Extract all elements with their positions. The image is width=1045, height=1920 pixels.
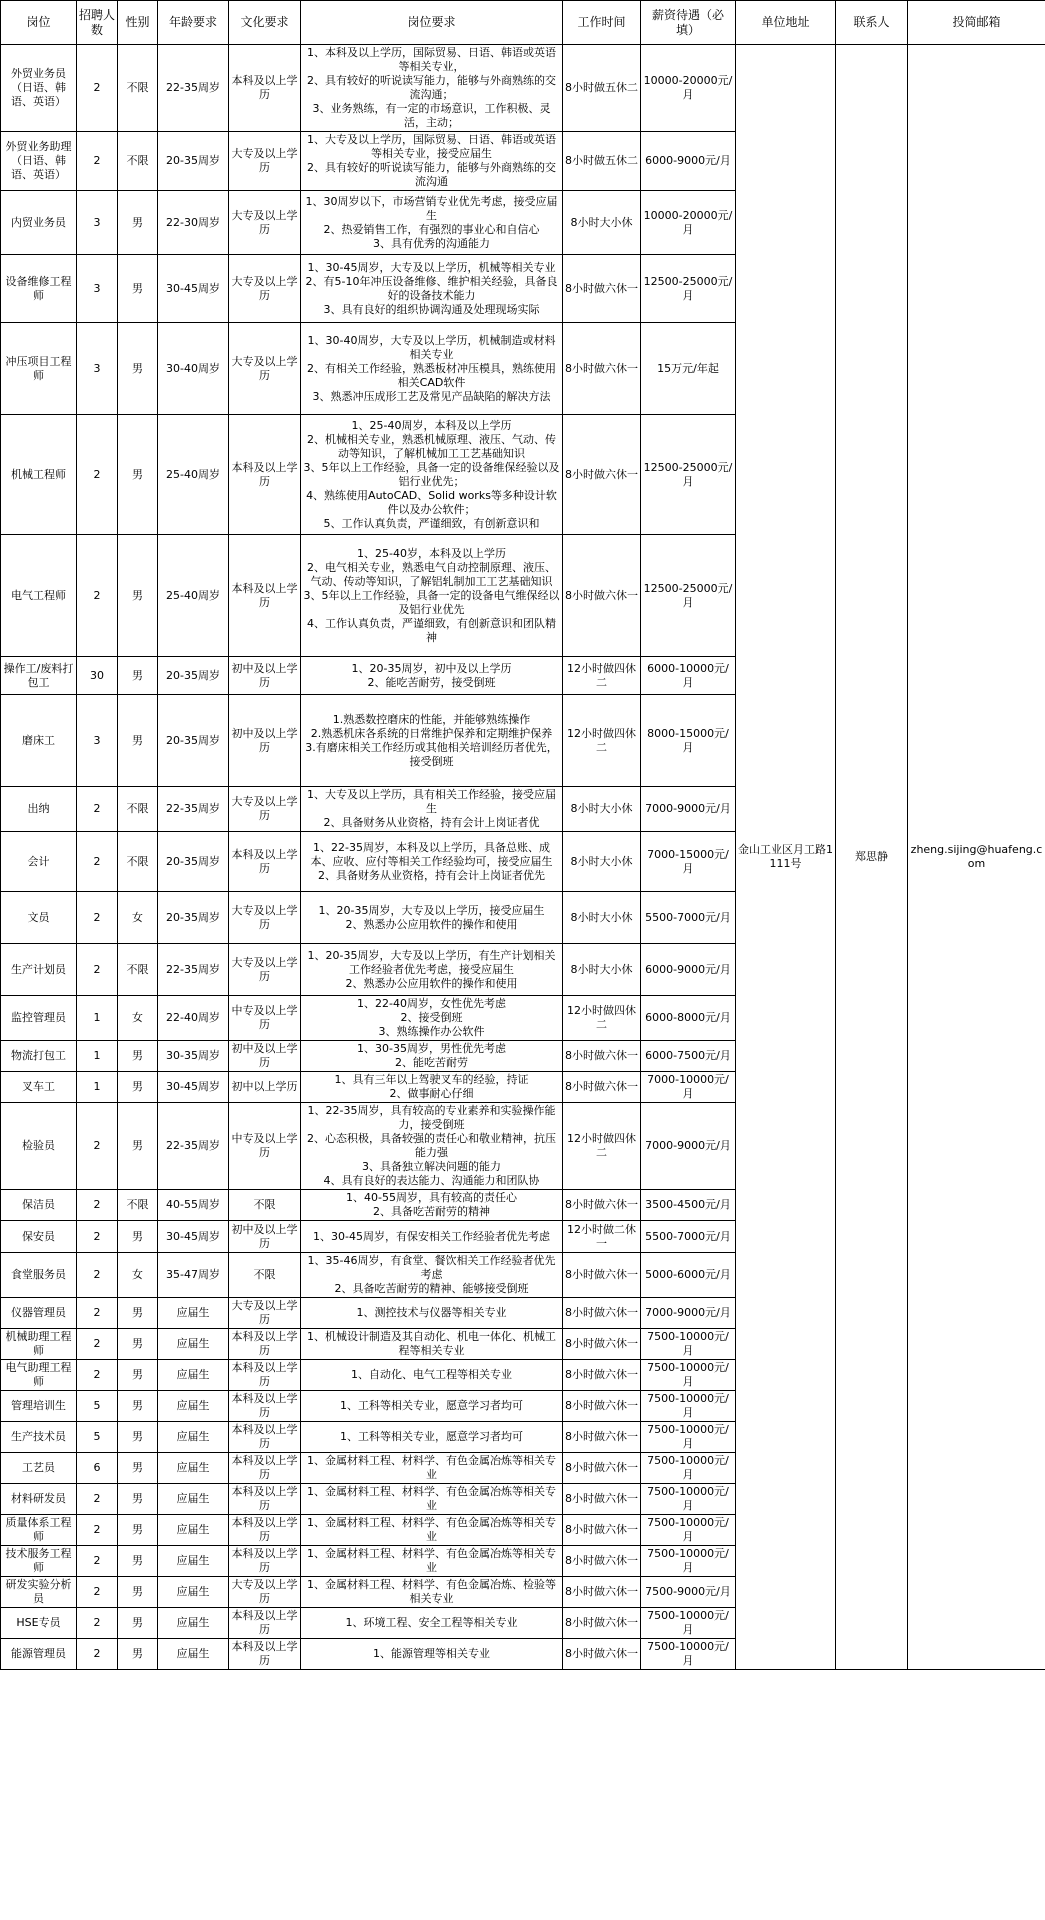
job-requirements: 1、25-40周岁，本科及以上学历 2、机械相关专业，熟悉机械原理、液压、气动、传动等知识，了解机械加工工艺基础知识 3、5年以上工作经验，具备一定的设备维保经验以及铝行业优先； 4、熟练使用AutoCAD、Solid works等多种设计软件以及办公软件； 5、工作认真负责，严谨细致，有创新意识和 (301, 415, 563, 535)
job-title: 机械工程师 (1, 415, 77, 535)
gender: 男 (118, 1221, 158, 1253)
headcount: 2 (77, 1608, 118, 1639)
age-requirement: 应届生 (158, 1298, 229, 1329)
work-hours: 8小时做六休一 (563, 415, 641, 535)
job-title: 冲压项目工程师 (1, 323, 77, 415)
job-requirements: 1、测控技术与仪器等相关专业 (301, 1298, 563, 1329)
salary: 6000-8000元/月 (641, 996, 736, 1041)
salary: 6000-7500元/月 (641, 1041, 736, 1072)
gender: 男 (118, 695, 158, 787)
headcount: 3 (77, 191, 118, 255)
gender: 不限 (118, 132, 158, 191)
headcount: 30 (77, 657, 118, 695)
gender: 男 (118, 1546, 158, 1577)
header-requirements: 岗位要求 (301, 1, 563, 45)
salary: 10000-20000元/月 (641, 191, 736, 255)
education-requirement: 本科及以上学历 (229, 1453, 301, 1484)
job-requirements: 1、自动化、电气工程等相关专业 (301, 1360, 563, 1391)
salary: 7500-10000元/月 (641, 1515, 736, 1546)
work-hours: 8小时大小休 (563, 832, 641, 892)
work-hours: 8小时做六休一 (563, 1360, 641, 1391)
headcount: 2 (77, 1484, 118, 1515)
gender: 男 (118, 1360, 158, 1391)
header-address: 单位地址 (736, 1, 836, 45)
education-requirement: 大专及以上学历 (229, 787, 301, 832)
age-requirement: 20-35周岁 (158, 832, 229, 892)
headcount: 1 (77, 996, 118, 1041)
age-requirement: 应届生 (158, 1546, 229, 1577)
job-requirements: 1、大专及以上学历，具有相关工作经验，接受应届生 2、具备财务从业资格，持有会计上岗证者优 (301, 787, 563, 832)
education-requirement: 本科及以上学历 (229, 1546, 301, 1577)
education-requirement: 初中及以上学历 (229, 695, 301, 787)
age-requirement: 应届生 (158, 1608, 229, 1639)
salary: 7000-10000元/月 (641, 1072, 736, 1103)
age-requirement: 应届生 (158, 1391, 229, 1422)
education-requirement: 本科及以上学历 (229, 1515, 301, 1546)
headcount: 2 (77, 535, 118, 657)
age-requirement: 22-35周岁 (158, 45, 229, 132)
salary: 7500-9000元/月 (641, 1577, 736, 1608)
gender: 不限 (118, 1190, 158, 1221)
work-hours: 8小时做六休一 (563, 1515, 641, 1546)
gender: 女 (118, 892, 158, 944)
education-requirement: 本科及以上学历 (229, 1422, 301, 1453)
work-hours: 8小时做六休一 (563, 1484, 641, 1515)
headcount: 2 (77, 944, 118, 996)
age-requirement: 30-40周岁 (158, 323, 229, 415)
salary: 6000-10000元/月 (641, 657, 736, 695)
salary: 7000-15000元/月 (641, 832, 736, 892)
gender: 男 (118, 1103, 158, 1190)
job-requirements: 1、20-35周岁，大专及以上学历，接受应届生 2、熟悉办公应用软件的操作和使用 (301, 892, 563, 944)
job-title: 材料研发员 (1, 1484, 77, 1515)
age-requirement: 30-45周岁 (158, 1072, 229, 1103)
age-requirement: 应届生 (158, 1329, 229, 1360)
education-requirement: 大专及以上学历 (229, 1298, 301, 1329)
work-hours: 8小时做六休一 (563, 1072, 641, 1103)
salary: 7500-10000元/月 (641, 1329, 736, 1360)
job-requirements: 1、30-35周岁，男性优先考虑 2、能吃苦耐劳 (301, 1041, 563, 1072)
work-hours: 8小时做五休二 (563, 45, 641, 132)
job-title: 内贸业务员 (1, 191, 77, 255)
headcount: 2 (77, 787, 118, 832)
contact-person: 郑思静 (836, 45, 908, 1670)
education-requirement: 大专及以上学历 (229, 1577, 301, 1608)
job-requirements: 1、22-40周岁，女性优先考虑 2、接受倒班 3、熟练操作办公软件 (301, 996, 563, 1041)
age-requirement: 30-45周岁 (158, 1221, 229, 1253)
work-hours: 8小时大小休 (563, 892, 641, 944)
salary: 12500-25000元/月 (641, 255, 736, 323)
salary: 12500-25000元/月 (641, 535, 736, 657)
age-requirement: 40-55周岁 (158, 1190, 229, 1221)
salary: 7500-10000元/月 (641, 1360, 736, 1391)
headcount: 5 (77, 1391, 118, 1422)
work-hours: 8小时做六休一 (563, 323, 641, 415)
work-hours: 8小时做六休一 (563, 1041, 641, 1072)
salary: 7000-9000元/月 (641, 1103, 736, 1190)
headcount: 2 (77, 1221, 118, 1253)
headcount: 2 (77, 892, 118, 944)
salary: 5500-7000元/月 (641, 892, 736, 944)
job-title: 能源管理员 (1, 1639, 77, 1670)
job-requirements: 1、20-35周岁，初中及以上学历 2、能吃苦耐劳，接受倒班 (301, 657, 563, 695)
job-title: 监控管理员 (1, 996, 77, 1041)
gender: 男 (118, 1422, 158, 1453)
job-title: 仪器管理员 (1, 1298, 77, 1329)
gender: 男 (118, 1639, 158, 1670)
headcount: 2 (77, 1360, 118, 1391)
education-requirement: 本科及以上学历 (229, 1329, 301, 1360)
gender: 女 (118, 1253, 158, 1298)
age-requirement: 30-45周岁 (158, 255, 229, 323)
education-requirement: 大专及以上学历 (229, 132, 301, 191)
salary: 7500-10000元/月 (641, 1546, 736, 1577)
education-requirement: 大专及以上学历 (229, 191, 301, 255)
job-title: 文员 (1, 892, 77, 944)
age-requirement: 应届生 (158, 1360, 229, 1391)
age-requirement: 应届生 (158, 1577, 229, 1608)
education-requirement: 不限 (229, 1253, 301, 1298)
headcount: 2 (77, 1298, 118, 1329)
work-hours: 12小时做四休二 (563, 1103, 641, 1190)
job-requirements: 1、25-40岁，本科及以上学历 2、电气相关专业，熟悉电气自动控制原理、液压、气动、传动等知识，了解铝轧制加工工艺基础知识 3、5年以上工作经验，具备一定的设备电气维保经以及铝行业优先 4、工作认真负责，严谨细致，有创新意识和团队精神 (301, 535, 563, 657)
job-requirements: 1、30-40周岁，大专及以上学历，机械制造或材料相关专业 2、有相关工作经验，熟悉板材冲压模具，熟练使用相关CAD软件 3、熟悉冲压成形工艺及常见产品缺陷的解决方法 (301, 323, 563, 415)
education-requirement: 本科及以上学历 (229, 1360, 301, 1391)
age-requirement: 20-35周岁 (158, 892, 229, 944)
gender: 男 (118, 415, 158, 535)
headcount: 3 (77, 255, 118, 323)
education-requirement: 本科及以上学历 (229, 535, 301, 657)
job-title: 研发实验分析员 (1, 1577, 77, 1608)
salary: 7000-9000元/月 (641, 1298, 736, 1329)
education-requirement: 中专及以上学历 (229, 996, 301, 1041)
work-hours: 8小时做六休一 (563, 1608, 641, 1639)
work-hours: 12小时做四休二 (563, 996, 641, 1041)
job-title: 技术服务工程师 (1, 1546, 77, 1577)
salary: 10000-20000元/月 (641, 45, 736, 132)
work-hours: 12小时做二休一 (563, 1221, 641, 1253)
education-requirement: 本科及以上学历 (229, 415, 301, 535)
headcount: 2 (77, 1546, 118, 1577)
job-requirements: 1、本科及以上学历，国际贸易、日语、韩语或英语等相关专业， 2、具有较好的听说读写能力，能够与外商熟练的交流沟通； 3、业务熟练，有一定的市场意识，工作积极、灵活，主动； (301, 45, 563, 132)
education-requirement: 本科及以上学历 (229, 45, 301, 132)
education-requirement: 本科及以上学历 (229, 832, 301, 892)
gender: 男 (118, 1041, 158, 1072)
education-requirement: 中专及以上学历 (229, 1103, 301, 1190)
job-title: 电气助理工程师 (1, 1360, 77, 1391)
age-requirement: 35-47周岁 (158, 1253, 229, 1298)
age-requirement: 30-35周岁 (158, 1041, 229, 1072)
age-requirement: 22-40周岁 (158, 996, 229, 1041)
table-row (1, 45, 1045, 132)
headcount: 2 (77, 1253, 118, 1298)
salary: 15万元/年起 (641, 323, 736, 415)
job-title: 电气工程师 (1, 535, 77, 657)
salary: 6000-9000元/月 (641, 944, 736, 996)
work-hours: 8小时做六休一 (563, 1422, 641, 1453)
salary: 5000-6000元/月 (641, 1253, 736, 1298)
job-title: 外贸业务员（日语、韩语、英语） (1, 45, 77, 132)
job-requirements: 1、35-46周岁，有食堂、餐饮相关工作经验者优先考虑 2、具备吃苦耐劳的精神、能够接受倒班 (301, 1253, 563, 1298)
header-contact: 联系人 (836, 1, 908, 45)
gender: 男 (118, 657, 158, 695)
salary: 7500-10000元/月 (641, 1484, 736, 1515)
headcount: 1 (77, 1072, 118, 1103)
gender: 不限 (118, 944, 158, 996)
work-hours: 8小时做五休二 (563, 132, 641, 191)
gender: 男 (118, 1072, 158, 1103)
age-requirement: 22-35周岁 (158, 787, 229, 832)
salary: 7500-10000元/月 (641, 1391, 736, 1422)
job-title: 工艺员 (1, 1453, 77, 1484)
gender: 男 (118, 1515, 158, 1546)
job-title: 外贸业务助理（日语、韩语、英语） (1, 132, 77, 191)
salary: 3500-4500元/月 (641, 1190, 736, 1221)
age-requirement: 20-35周岁 (158, 132, 229, 191)
job-title: 操作工/废料打包工 (1, 657, 77, 695)
age-requirement: 25-40周岁 (158, 535, 229, 657)
job-requirements: 1、工科等相关专业，愿意学习者均可 (301, 1391, 563, 1422)
headcount: 2 (77, 415, 118, 535)
education-requirement: 初中以上学历 (229, 1072, 301, 1103)
education-requirement: 不限 (229, 1190, 301, 1221)
salary: 7500-10000元/月 (641, 1608, 736, 1639)
education-requirement: 大专及以上学历 (229, 323, 301, 415)
headcount: 5 (77, 1422, 118, 1453)
gender: 男 (118, 535, 158, 657)
education-requirement: 本科及以上学历 (229, 1484, 301, 1515)
headcount: 2 (77, 1577, 118, 1608)
job-requirements: 1、30-45周岁，大专及以上学历，机械等相关专业 2、有5-10年冲压设备维修、维护相关经验，具备良好的设备技术能力 3、具有良好的组织协调沟通及处理现场实际 (301, 255, 563, 323)
work-hours: 8小时大小休 (563, 191, 641, 255)
gender: 男 (118, 1391, 158, 1422)
headcount: 2 (77, 1515, 118, 1546)
gender: 男 (118, 323, 158, 415)
education-requirement: 大专及以上学历 (229, 892, 301, 944)
gender: 男 (118, 1453, 158, 1484)
education-requirement: 初中及以上学历 (229, 1041, 301, 1072)
work-hours: 8小时做六休一 (563, 1298, 641, 1329)
job-requirements: 1、金属材料工程、材料学、有色金属冶炼等相关专业 (301, 1546, 563, 1577)
job-title: 管理培训生 (1, 1391, 77, 1422)
job-requirements: 1、22-35周岁，具有较高的专业素养和实验操作能力，接受倒班 2、心态积极，具备较强的责任心和敬业精神，抗压能力强 3、具备独立解决问题的能力 4、具有良好的表达能力、沟通能力和团队协 (301, 1103, 563, 1190)
header-age: 年龄要求 (158, 1, 229, 45)
gender: 男 (118, 191, 158, 255)
gender: 不限 (118, 787, 158, 832)
gender: 男 (118, 1577, 158, 1608)
job-title: 生产计划员 (1, 944, 77, 996)
salary: 6000-9000元/月 (641, 132, 736, 191)
work-hours: 12小时做四休二 (563, 657, 641, 695)
age-requirement: 应届生 (158, 1515, 229, 1546)
resume-email[interactable]: zheng.sijing@huafeng.com (908, 45, 1045, 1670)
work-hours: 8小时做六休一 (563, 1546, 641, 1577)
job-title: 设备维修工程师 (1, 255, 77, 323)
salary: 7500-10000元/月 (641, 1639, 736, 1670)
age-requirement: 20-35周岁 (158, 657, 229, 695)
gender: 男 (118, 1329, 158, 1360)
salary: 7000-9000元/月 (641, 787, 736, 832)
salary: 12500-25000元/月 (641, 415, 736, 535)
age-requirement: 22-35周岁 (158, 944, 229, 996)
job-title: 磨床工 (1, 695, 77, 787)
age-requirement: 22-30周岁 (158, 191, 229, 255)
age-requirement: 22-35周岁 (158, 1103, 229, 1190)
table-body (1, 45, 1045, 1670)
job-requirements: 1、环境工程、安全工程等相关专业 (301, 1608, 563, 1639)
job-requirements: 1、30周岁以下，市场营销专业优先考虑，接受应届生 2、热爱销售工作，有强烈的事业心和自信心 3、具有优秀的沟通能力 (301, 191, 563, 255)
salary: 7500-10000元/月 (641, 1422, 736, 1453)
age-requirement: 应届生 (158, 1453, 229, 1484)
headcount: 3 (77, 323, 118, 415)
job-requirements: 1、金属材料工程、材料学、有色金属冶炼等相关专业 (301, 1453, 563, 1484)
job-requirements: 1.熟悉数控磨床的性能，并能够熟练操作 2.熟悉机床各系统的日常维护保养和定期维护保养 3.有磨床相关工作经历或其他相关培训经历者优先，接受倒班 (301, 695, 563, 787)
work-hours: 12小时做四休二 (563, 695, 641, 787)
job-title: 质量体系工程师 (1, 1515, 77, 1546)
header-email: 投简邮箱 (908, 1, 1045, 45)
job-requirements: 1、20-35周岁，大专及以上学历，有生产计划相关工作经验者优先考虑，接受应届生 2、熟悉办公应用软件的操作和使用 (301, 944, 563, 996)
job-requirements: 1、具有三年以上驾驶叉车的经验，持证 2、做事耐心仔细 (301, 1072, 563, 1103)
job-requirements: 1、机械设计制造及其自动化、机电一体化、机械工程等相关专业 (301, 1329, 563, 1360)
work-hours: 8小时做六休一 (563, 1391, 641, 1422)
job-title: 物流打包工 (1, 1041, 77, 1072)
header-salary: 薪资待遇（必填） (641, 1, 736, 45)
education-requirement: 大专及以上学历 (229, 944, 301, 996)
salary: 5500-7000元/月 (641, 1221, 736, 1253)
job-requirements: 1、能源管理等相关专业 (301, 1639, 563, 1670)
education-requirement: 本科及以上学历 (229, 1608, 301, 1639)
headcount: 2 (77, 1103, 118, 1190)
headcount: 6 (77, 1453, 118, 1484)
job-title: 叉车工 (1, 1072, 77, 1103)
work-hours: 8小时做六休一 (563, 1639, 641, 1670)
work-hours: 8小时做六休一 (563, 1190, 641, 1221)
education-requirement: 本科及以上学历 (229, 1391, 301, 1422)
salary: 8000-15000元/月 (641, 695, 736, 787)
gender: 男 (118, 1484, 158, 1515)
company-address: 金山工业区月工路1111号 (736, 45, 836, 1670)
headcount: 2 (77, 1639, 118, 1670)
job-requirements: 1、22-35周岁，本科及以上学历，具备总账、成本、应收、应付等相关工作经验均可，接受应届生 2、具备财务从业资格，持有会计上岗证者优先 (301, 832, 563, 892)
job-title: 出纳 (1, 787, 77, 832)
job-title: 机械助理工程师 (1, 1329, 77, 1360)
job-title: 保洁员 (1, 1190, 77, 1221)
headcount: 2 (77, 132, 118, 191)
header-headcount: 招聘人数 (77, 1, 118, 45)
work-hours: 8小时做六休一 (563, 1329, 641, 1360)
gender: 不限 (118, 45, 158, 132)
headcount: 1 (77, 1041, 118, 1072)
headcount: 3 (77, 695, 118, 787)
work-hours: 8小时大小休 (563, 787, 641, 832)
header-position: 岗位 (1, 1, 77, 45)
work-hours: 8小时做六休一 (563, 1253, 641, 1298)
work-hours: 8小时做六休一 (563, 1453, 641, 1484)
header-education: 文化要求 (229, 1, 301, 45)
gender: 男 (118, 1608, 158, 1639)
header-row (1, 1, 1045, 45)
gender: 男 (118, 255, 158, 323)
job-requirements: 1、30-45周岁，有保安相关工作经验者优先考虑 (301, 1221, 563, 1253)
header-work-hours: 工作时间 (563, 1, 641, 45)
gender: 男 (118, 1298, 158, 1329)
age-requirement: 应届生 (158, 1484, 229, 1515)
education-requirement: 本科及以上学历 (229, 1639, 301, 1670)
gender: 不限 (118, 832, 158, 892)
job-title: HSE专员 (1, 1608, 77, 1639)
job-title: 食堂服务员 (1, 1253, 77, 1298)
job-requirements: 1、工科等相关专业，愿意学习者均可 (301, 1422, 563, 1453)
work-hours: 8小时做六休一 (563, 1577, 641, 1608)
job-requirements: 1、40-55周岁，具有较高的责任心 2、具备吃苦耐劳的精神 (301, 1190, 563, 1221)
job-title: 生产技术员 (1, 1422, 77, 1453)
work-hours: 8小时大小休 (563, 944, 641, 996)
job-title: 检验员 (1, 1103, 77, 1190)
job-title: 会计 (1, 832, 77, 892)
education-requirement: 初中及以上学历 (229, 1221, 301, 1253)
work-hours: 8小时做六休一 (563, 535, 641, 657)
salary: 7500-10000元/月 (641, 1453, 736, 1484)
headcount: 2 (77, 1329, 118, 1360)
job-requirements: 1、大专及以上学历，国际贸易、日语、韩语或英语等相关专业，接受应届生 2、具有较好的听说读写能力，能够与外商熟练的交流沟通 (301, 132, 563, 191)
education-requirement: 初中及以上学历 (229, 657, 301, 695)
job-requirements: 1、金属材料工程、材料学、有色金属冶炼、检验等相关专业 (301, 1577, 563, 1608)
job-requirements: 1、金属材料工程、材料学、有色金属冶炼等相关专业 (301, 1484, 563, 1515)
job-requirements: 1、金属材料工程、材料学、有色金属冶炼等相关专业 (301, 1515, 563, 1546)
headcount: 2 (77, 1190, 118, 1221)
work-hours: 8小时做六休一 (563, 255, 641, 323)
age-requirement: 应届生 (158, 1422, 229, 1453)
education-requirement: 大专及以上学历 (229, 255, 301, 323)
headcount: 2 (77, 832, 118, 892)
headcount: 2 (77, 45, 118, 132)
age-requirement: 20-35周岁 (158, 695, 229, 787)
age-requirement: 25-40周岁 (158, 415, 229, 535)
gender: 女 (118, 996, 158, 1041)
header-gender: 性别 (118, 1, 158, 45)
job-title: 保安员 (1, 1221, 77, 1253)
age-requirement: 应届生 (158, 1639, 229, 1670)
